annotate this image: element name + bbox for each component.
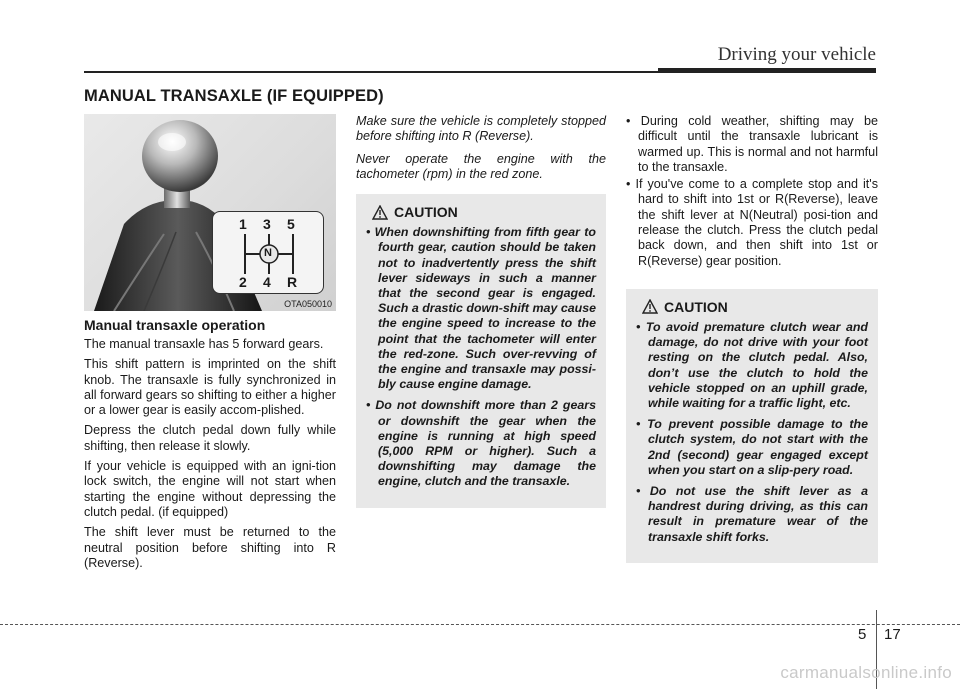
warning-triangle-icon <box>372 205 388 220</box>
caution-box <box>626 289 878 563</box>
body-paragraph: The shift lever must be returned to the neutral position before shifting into R (Reverse). <box>84 525 336 570</box>
caution-item: • To prevent possible damage to the clutch system, do not start with the 2nd (second) gear engaged except when you start on a slip-pery road. <box>636 417 868 477</box>
page-section-number: 5 <box>858 626 867 643</box>
watermark: carmanualsonline.info <box>780 663 952 682</box>
caution-item: • When downshifting from fifth gear to fourth gear, caution should be taken not to inadvertently press the shift lever sideways in such a manner that the second gear is engaged. Such a drastic down-shift may cause the engine speed to increase to the point that the tachometer will enter the red-zone. Such over-revving of the engine and transaxle may possi-bly cause engine damage. <box>366 225 596 392</box>
gear-label-r: R <box>287 274 298 290</box>
page-number: 17 <box>884 626 901 643</box>
column-right <box>626 114 878 563</box>
body-paragraph: This shift pattern is imprinted on the shift knob. The transaxle is fully synchronized in all forward gears so shifting to either a higher or a lower gear is easily accom-plished. <box>84 357 336 418</box>
gear-label-1: 1 <box>239 216 247 232</box>
column-left <box>84 114 336 576</box>
list-item: • During cold weather, shifting may be difficult until the transaxle lubricant is warmed up. This is normal and not harmful to the transaxle. <box>626 114 878 174</box>
gear-pattern-box <box>212 211 324 294</box>
section-title: MANUAL TRANSAXLE (IF EQUIPPED) <box>84 87 384 105</box>
italic-paragraph: Never operate the engine with the tachometer (rpm) in the red zone. <box>356 151 606 181</box>
caution-item: • To avoid premature clutch wear and damage, do not drive with your foot resting on the clutch pedal. Also, don’t use the clutch to hold the vehicle stopped on an uphill grade, while waiting for a traffic light, etc. <box>636 319 868 410</box>
body-paragraph: If your vehicle is equipped with an igni-tion lock switch, the engine will not start when starting the engine without depressing the clutch pedal. (if equipped) <box>84 459 336 519</box>
caution-header <box>636 299 868 315</box>
warning-triangle-icon <box>642 299 658 314</box>
caution-box <box>356 194 606 507</box>
caution-label: CAUTION <box>664 298 728 315</box>
italic-paragraph: Make sure the vehicle is completely stopped before shifting into R (Reverse). <box>356 114 606 144</box>
subheading: Manual transaxle operation <box>84 317 266 333</box>
caution-item: • Do not downshift more than 2 gears or downshift the gear when the engine is running at high speed (5,000 RPM or higher). Such a downshifting may damage the engine, clutch and the transaxle. <box>366 398 596 489</box>
bullet-list <box>626 114 878 269</box>
gear-label-4: 4 <box>263 274 271 290</box>
gear-label-5: 5 <box>287 216 295 232</box>
body-paragraph: The manual transaxle has 5 forward gears. <box>84 337 324 351</box>
column-middle <box>356 114 606 508</box>
gear-label-3: 3 <box>263 216 271 232</box>
body-paragraph: Depress the clutch pedal down fully while shifting, then release it slowly. <box>84 423 336 453</box>
caution-item: • Do not use the shift lever as a handrest during driving, as this can result in premature wear of the transaxle shift forks. <box>636 484 868 544</box>
shift-knob-figure <box>84 114 336 311</box>
gear-label-2: 2 <box>239 274 247 290</box>
page-header-title: Driving your vehicle <box>717 44 876 65</box>
footer-rule <box>0 624 960 625</box>
gear-label-n: N <box>264 247 272 259</box>
caution-label: CAUTION <box>394 204 458 221</box>
figure-caption: OTA050010 <box>284 299 332 309</box>
header-rule-accent <box>658 68 876 73</box>
list-item: • If you've come to a complete stop and it's hard to shift into 1st or R(Reverse), leave the shift lever at N(Neutral) posi-tion and release the clutch. Press the clutch pedal back down, and then shift into 1st or R(Reverse) gear position. <box>626 177 878 268</box>
caution-header <box>366 204 596 220</box>
